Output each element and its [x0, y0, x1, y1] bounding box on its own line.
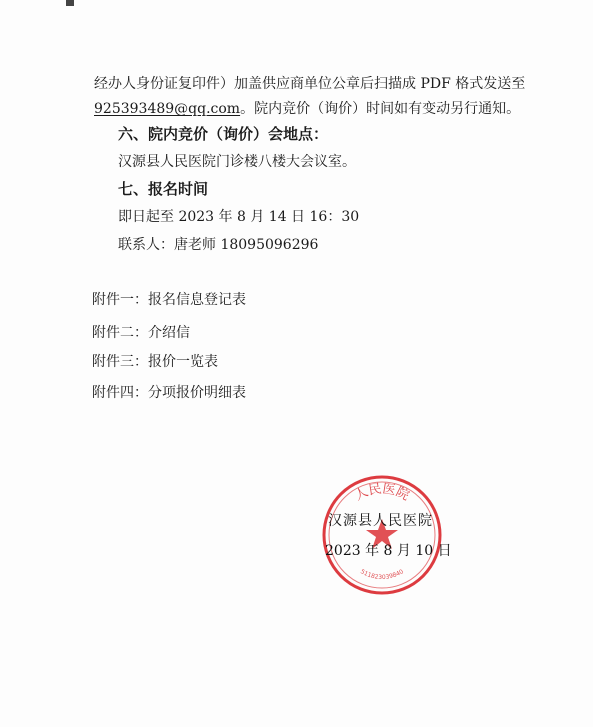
section-7-heading: 七、报名时间 [118, 180, 209, 198]
contact-text: 联系人：唐老师 18095096296 [118, 237, 319, 253]
email-link[interactable]: 925393489@qq.com [94, 101, 241, 117]
attachment-item: 附件二：介绍信 [92, 325, 190, 341]
section-6-heading: 六、院内竞价（询价）会地点： [118, 125, 329, 143]
official-seal-stamp [320, 473, 444, 597]
deadline-text: 即日起至 2023 年 8 月 14 日 16：30 [118, 209, 360, 225]
paragraph-line-2-rest: 。院内竞价（询价）时间如有变动另行通知。 [240, 101, 521, 117]
paragraph-line-1: 经办人身份证复印件）加盖供应商单位公章后扫描成 PDF 格式发送至 [94, 76, 526, 92]
attachment-item: 附件一：报名信息登记表 [92, 292, 246, 308]
seal-code-text: 511823039840 [359, 568, 405, 582]
paragraph-line-2 [94, 100, 520, 118]
signature-date: 2023 年 8 月 10 日 [325, 543, 452, 559]
attachment-item: 附件四：分项报价明细表 [92, 385, 246, 401]
scan-artifact [66, 0, 74, 6]
attachment-item: 附件三：报价一览表 [92, 354, 218, 370]
seal-arc-text: 人民医院 [352, 481, 412, 504]
section-6-text: 汉源县人民医院门诊楼八楼大会议室。 [118, 154, 356, 170]
signature-organization: 汉源县人民医院 [328, 513, 433, 529]
